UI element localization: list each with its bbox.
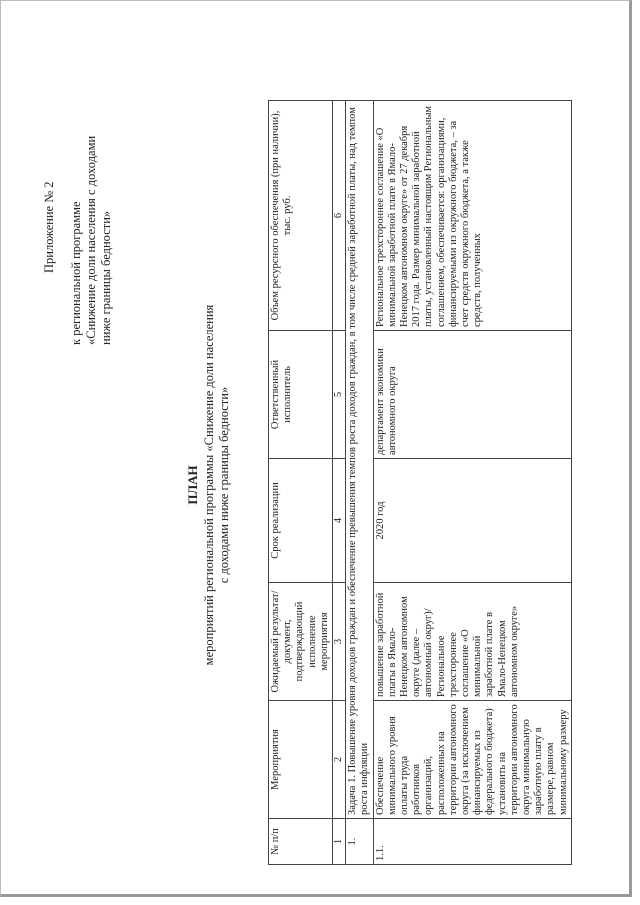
row-executor: департамент экономики автономного округа <box>373 331 571 459</box>
header-measure: Мероприятия <box>269 701 333 819</box>
header-resources: Объем ресурсного обеспечения (при наличии), тыс. руб. <box>269 101 333 331</box>
col-number: 5 <box>333 331 346 459</box>
plan-table <box>268 100 572 865</box>
plan-subtitle-line: с доходами ниже границы бедности» <box>217 386 231 584</box>
task-num: 1. <box>346 819 373 865</box>
table-row <box>373 101 571 865</box>
col-number: 2 <box>333 701 346 819</box>
row-result: повышение заработной платы в Ямало-Ненецком автономном округе (далее – автономный округ)/Региональное трехстороннее соглашение «О минимальной заработной плате в Ямало-Ненецком автономном округе» <box>373 583 571 701</box>
row-deadline: 2020 год <box>373 459 571 583</box>
rotated-page <box>20 5 640 885</box>
col-number: 3 <box>333 583 346 701</box>
plan-heading: ПЛАН <box>185 465 200 505</box>
col-number: 1 <box>333 819 346 865</box>
column-number-row <box>333 101 346 865</box>
header-result: Ожидаемый результат/документ, подтверждающий исполнение мероприятия <box>269 583 333 701</box>
appendix-line: к региональной программе <box>69 201 83 345</box>
row-resources: Региональное трехстороннее соглашение «О минимальной заработной плате в Ямало-Ненецком автономном округе» от 27 декабря 2017 года. Размер минимальной заработной платы, установленный настоящим Региональным соглашением, обеспечивается: организациями, финансируемыми из окружного бюджета, – за счет средств окружного бюджета, а также средств, полученных <box>373 101 571 331</box>
plan-subtitle-line: мероприятий региональной программы «Снижение доли населения <box>202 304 216 666</box>
appendix-line: «Снижение доли населения с доходами <box>84 135 98 345</box>
task-text: Задача 1. Повышение уровня доходов граждан и обеспечение превышения темпов роста доходов граждан, в том числе средней заработной платы, над темпом роста инфляции <box>346 101 373 819</box>
appendix-line: ниже границы бедности» <box>99 210 113 345</box>
header-executor: Ответственный исполнитель <box>269 331 333 459</box>
table-header-row <box>269 101 333 865</box>
plan-title-block <box>185 145 232 825</box>
row-measure: Обеспечение минимального уровня оплаты труда работников организаций, расположенных на территории автономного округа (за исключением финансируемых из федерального бюджета) установить на территории автономного округа минимальную заработную плату в размере, равном минимальному размеру <box>373 701 571 819</box>
col-number: 6 <box>333 101 346 331</box>
row-num: 1.1. <box>373 819 571 865</box>
appendix-number: Приложение № 2 <box>42 181 56 273</box>
task-row <box>346 101 373 865</box>
col-number: 4 <box>333 459 346 583</box>
header-deadline: Срок реализации <box>269 459 333 583</box>
header-num: № п/п <box>269 819 333 865</box>
appendix-block <box>42 45 114 345</box>
